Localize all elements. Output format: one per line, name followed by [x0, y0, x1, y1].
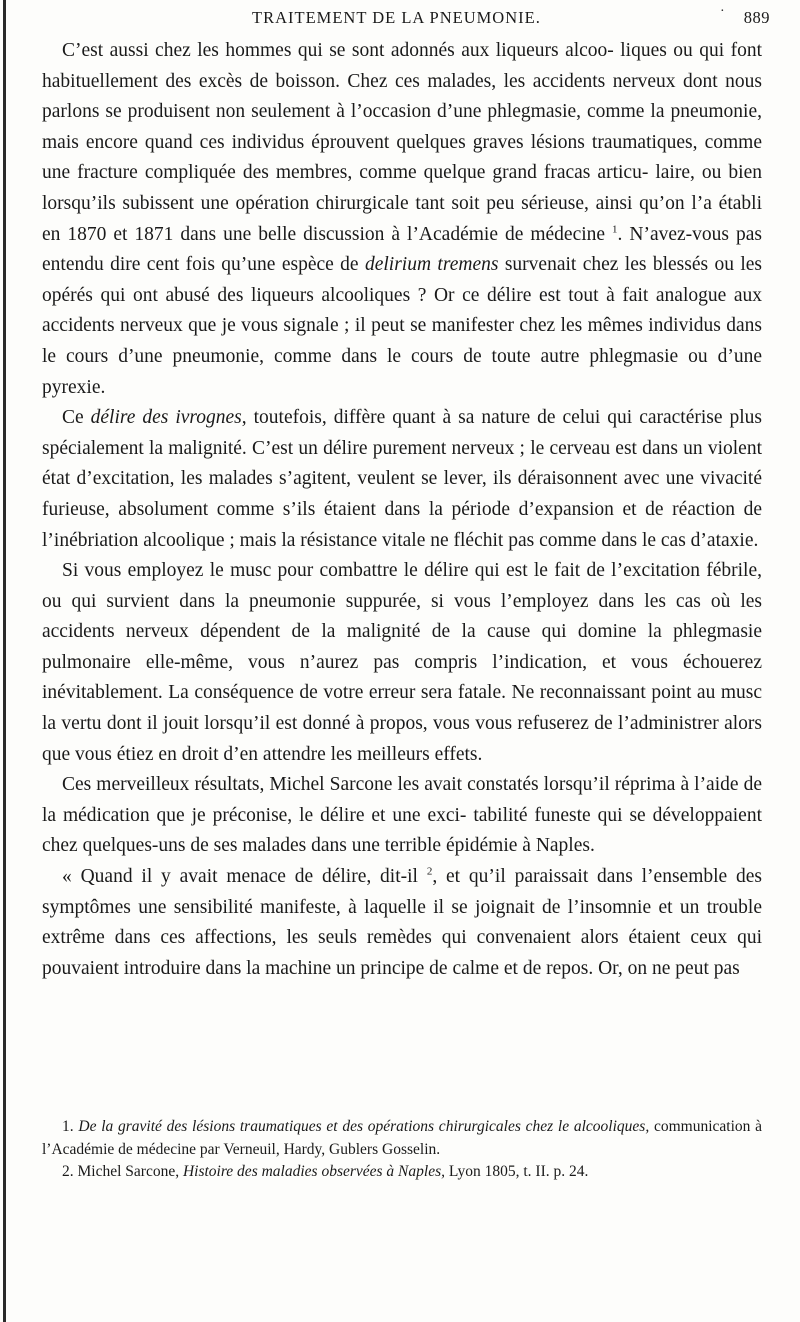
- paragraph-1-text-a: C’est aussi chez les hommes qui se sont adonnés aux liqueurs alcoo- liques ou qui font habituellement des excès de boisson. Chez ces malades, les accidents nerveux dont nous parlons se produisent non seulement à l’occasion d’une phlegmasie, comme la pneumonie, mais encore quand ces individus éprouvent quelques graves lésions traumatiques, comme une fracture compliquée des membres, comme quelque grand fracas articu- laire, ou bien lorsqu’ils subissent une opération chirurgicale tant soit peu sérieuse, ainsi qu’on l’a établi en 1870 et 1871 dans une belle discussion à l’Académie de médecine: [42, 40, 762, 245]
- paragraph-1: [42, 36, 762, 403]
- footnote-1-text: communication à l’Académie de médecine par Verneuil, Hardy, Gublers Gosselin.: [42, 1118, 763, 1158]
- paragraph-5-text-b: , et qu’il paraissait dans l’ensemble des symptômes une sensibilité manifeste, à laquelle il se joignait de l’insomnie et un trouble extrême dans ces affections, les seuls remèdes qui convenaient alors étaient ceux qui pouvaient introduire dans la machine un principe de calme et de repos. Or, on ne peut pas: [42, 866, 763, 979]
- page-number: 889: [743, 8, 770, 27]
- footnote-2-title: Histoire des maladies observées à Naples,: [182, 1163, 445, 1180]
- footnote-ref-2: 2: [426, 865, 433, 878]
- paragraph-2-text-a: Ce: [62, 407, 84, 429]
- footnote-1-title: De la gravité des lésions traumatiques et des opérations chirurgicales chez le alcooliques,: [78, 1118, 650, 1135]
- footnote-2-text: Lyon 1805, t. II. p. 24.: [448, 1163, 589, 1180]
- paragraph-2-italic: délire des ivrognes: [90, 407, 242, 429]
- running-title: TRAITEMENT DE LA PNEUMONIE.: [252, 8, 541, 27]
- footnotes: [42, 1116, 762, 1184]
- footnote-1: [42, 1116, 762, 1161]
- paragraph-1-text-b: . N’avez-vous pas entendu dire cent fois qu’une espèce de: [42, 223, 762, 276]
- paragraph-1-text-c: survenait chez les blessés ou les opérés qui ont abusé des liqueurs alcooliques ? Or ce délire est tout à fait analogue aux accidents nerveux que je vous signale ; il peut se manifester chez les mêmes individus dans le cours d’une pneumonie, comme dans le cours de toute autre phlegmasie ou d’une pyrexie.: [42, 254, 763, 398]
- footnote-2-number: 2.: [62, 1163, 74, 1180]
- header-dot: ·: [720, 4, 726, 19]
- page-edge-shadow: [3, 0, 6, 1322]
- paragraph-5: [42, 862, 762, 984]
- paragraph-2: [42, 403, 762, 556]
- paragraph-5-text-a: « Quand il y avait menace de délire, dit-il: [62, 866, 418, 888]
- paragraph-4: Ces merveilleux résultats, Michel Sarcone les avait constatés lorsqu’il réprima à l’aide de la médication que je préconise, le délire et une exci- tabilité funeste qui se développaient chez quelques-uns de ses malades dans une terrible épidémie à Naples.: [42, 774, 762, 857]
- footnote-ref-1: 1: [612, 223, 618, 236]
- paragraph-1-italic: delirium tremens: [364, 254, 499, 276]
- footnote-2-author: Michel Sarcone,: [77, 1163, 180, 1180]
- footnote-2: [42, 1161, 762, 1184]
- running-header: [60, 4, 770, 32]
- paragraph-3: Si vous employez le musc pour combattre le délire qui est le fait de l’excitation fébrile, ou qui survient dans la pneumonie suppurée, si vous l’employez dans les cas où les accidents nerveux dépendent de la malignité de la cause qui domine la phlegmasie pulmonaire elle-même, vous n’aurez pas compris l’indication, et vous échouerez inévitablement. La conséquence de votre erreur sera fatale. Ne reconnaissant point au musc la vertu dont il jouit lorsqu’il est donné à propos, vous vous refuserez de l’administrer alors que vous étiez en droit d’en attendre les meilleurs effets.: [42, 560, 762, 765]
- paragraph-2-text-b: , toutefois, diffère quant à sa nature de celui qui caractérise plus spécialement la malignité. C’est un délire purement nerveux ; le cerveau est dans un violent état d’excitation, les malades s’agitent, veulent se lever, ils déraisonnent avec une vivacité furieuse, absolument comme s’ils étaient dans la période d’expansion et de réaction de l’inébriation alcoolique ; mais la résistance vitale ne fléchit pas comme dans le cas d’ataxie.: [42, 407, 763, 551]
- main-text: [42, 36, 762, 984]
- footnote-1-number: 1.: [62, 1118, 74, 1135]
